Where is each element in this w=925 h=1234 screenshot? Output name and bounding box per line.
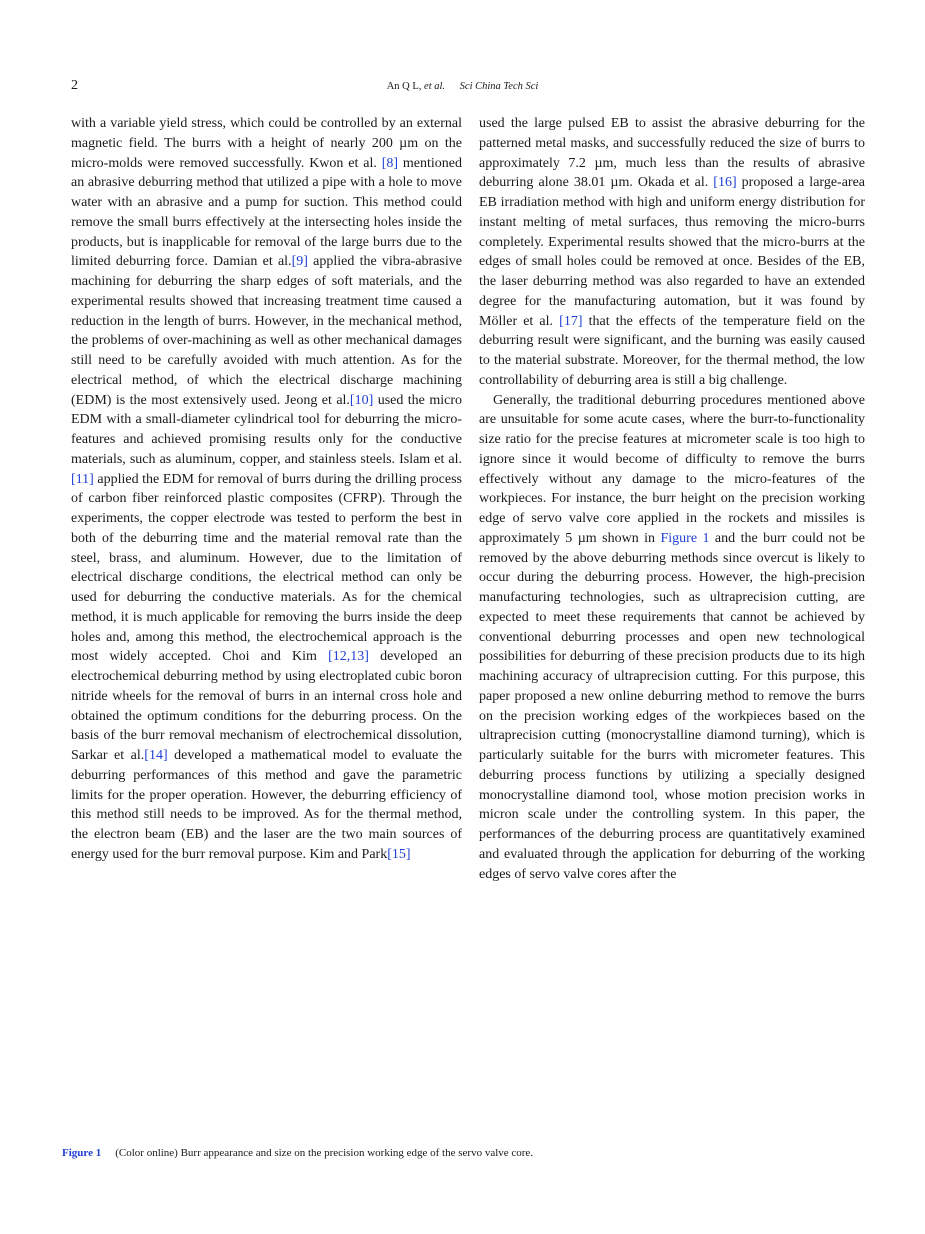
text-segment: that the effects of the temperature field on the deburring result were significant, and the burning was easily caused to the material substrate. Moreover, for the thermal method, the low controllability of deburring area is still a big challenge. <box>479 313 866 388</box>
text-segment: developed a mathematical model to evaluate the deburring performances of this method and gave the parametric limits for the proper operation. However, the deburring efficiency of this method still needs to be improved. As for the thermal method, the electron beam (EB) and the laser are the two main sources of energy used for the burr removal purpose. Kim and Park <box>71 748 462 862</box>
citation-link-15[interactable]: [15] <box>387 846 411 862</box>
citation-link-12-13[interactable]: [12,13] <box>328 649 369 665</box>
citation-link-8[interactable]: [8] <box>381 155 399 171</box>
running-head <box>0 81 925 92</box>
left-paragraph-1 <box>71 114 462 865</box>
text-segment: proposed a large-area EB irradiation method with high and uniform energy distribution for instant melting of metal surfaces, thus removing the micro-burrs completely. Experimental results showed that the micro-burrs at the edges of small holes could be removed at once. Besides of the EB, the laser deburring method was also regarded to have an extended degree for the manufacturing automation, but it was found by Möller et al. <box>479 175 866 329</box>
right-paragraph-1 <box>479 114 865 391</box>
right-paragraph-2 <box>479 391 865 885</box>
text-segment: with a variable yield stress, which could be controlled by an external magnetic field. The burrs with a height of nearly 200 µm on the micro-molds were removed successfully. Kwon et al. <box>71 116 462 171</box>
text-segment: used the large pulsed EB to assist the abrasive deburring for the patterned metal masks, and successfully reduced the size of burrs to approximately 7.2 µm, much less than the results of abrasive deburring alone 38.01 µm. Okada et al. <box>479 116 865 191</box>
citation-link-14[interactable]: [14] <box>144 748 168 763</box>
text-segment: used the micro EDM with a small-diameter cylindrical tool for deburring the micro-features and achieved promising results only for the conductive materials, such as aluminum, copper, and stainless steels. Islam et al. <box>71 392 462 467</box>
text-segment: applied the vibra-abrasive machining for deburring the sharp edges of soft materials, and the experimental results showed that increasing treatment time caused a reduction in the length of burrs. However, in the mechanical method, the problems of over-machining as well as other mechanical damages still need to be carefully avoided with much attention. As for the electrical method, of which the electrical discharge machining (EDM) is the most extensively used. Jeong et al. <box>71 254 462 408</box>
running-head-journal: Sci China Tech Sci <box>459 81 539 92</box>
figure-caption-text: (Color online) Burr appearance and size on the precision working edge of the servo valve core. <box>115 1147 534 1159</box>
citation-link-16[interactable]: [16] <box>713 175 737 191</box>
text-segment: applied the EDM for removal of burrs during the drilling process of carbon fiber reinforced plastic composites (CFRP). Through the experiments, the copper electrode was tested to perform the best in both of the deburring time and the material removal rate than the steel, brass, and aluminum. However, due to the limitation of electrical discharge conditions, the electrical method can only be used for deburring the conductive materials. As for the chemical method, it is much applicable for removing the burrs inside the deep holes and, among this method, the electrochemical approach is the most widely accepted. Choi and Kim <box>71 471 462 665</box>
figure-caption <box>62 1147 533 1159</box>
text-segment: and the burr could not be removed by the above deburring methods since overcut is likely to occur during the deburring process. However, the high-precision manufacturing technologies, such as ultraprecision cutting, are expected to meet these requirements that cannot be achieved by conventional deburring processes and open new technological possibilities for deburring of these precision products due to its high machining accuracy of ultraprecision cutting. For this purpose, this paper proposed a new online deburring method to remove the burrs on the precision working edges of the workpieces based on the ultraprecision cutting (monocrystalline diamond turning), which is particularly suitable for the burrs with micrometer features. This deburring process functions by utilizing a specially designed monocrystalline diamond tool, whose motion precision works in micron scale under the controlling system. In this paper, the performances of the deburring process are quantitatively examined and evaluated through the application for deburring of the working edges of servo valve cores after the <box>479 530 865 882</box>
text-segment: Generally, the traditional deburring procedures mentioned above are unsuitable for some acute cases, where the burr-to-functionality size ratio for the precise features at micrometer scale is too high to ignore since it would become of difficulty to remove the burrs effectively without any damage to the micro-features of the workpieces. For instance, the burr height on the precision working edge of servo valve core applied in the rockets and missiles is approximately 5 µm shown in <box>479 392 865 546</box>
text-segment: developed an electrochemical deburring method by using electroplated cubic boron nitride wheels for the removal of burrs in an internal cross hole and obtained the optimum conditions for the deburring process. On the basis of the burr removal mechanism of electrochemical dissolution, Sarkar et al. <box>71 649 462 763</box>
citation-link-10[interactable]: [10] <box>349 392 374 408</box>
figure-1-link[interactable]: Figure 1 <box>660 530 710 546</box>
running-head-authors: An Q L, <box>386 81 422 92</box>
page-number: 2 <box>71 78 78 93</box>
running-head-etal: et al. <box>424 81 446 92</box>
text-segment: mentioned an abrasive deburring method that utilized a pipe with a hole to move water with an abrasive and a pump for suction. This method could remove the small burrs effectively at the intersecting holes inside the products, but is inapplicable for removal of the large burrs due to the limited deburring force. Damian et al. <box>71 155 462 270</box>
figure-caption-label[interactable]: Figure 1 <box>62 1147 102 1159</box>
citation-link-11[interactable]: [11] <box>71 471 94 487</box>
left-column <box>71 114 462 865</box>
citation-link-17[interactable]: [17] <box>559 313 583 329</box>
citation-link-9[interactable]: [9] <box>291 254 308 270</box>
right-column <box>479 114 865 884</box>
